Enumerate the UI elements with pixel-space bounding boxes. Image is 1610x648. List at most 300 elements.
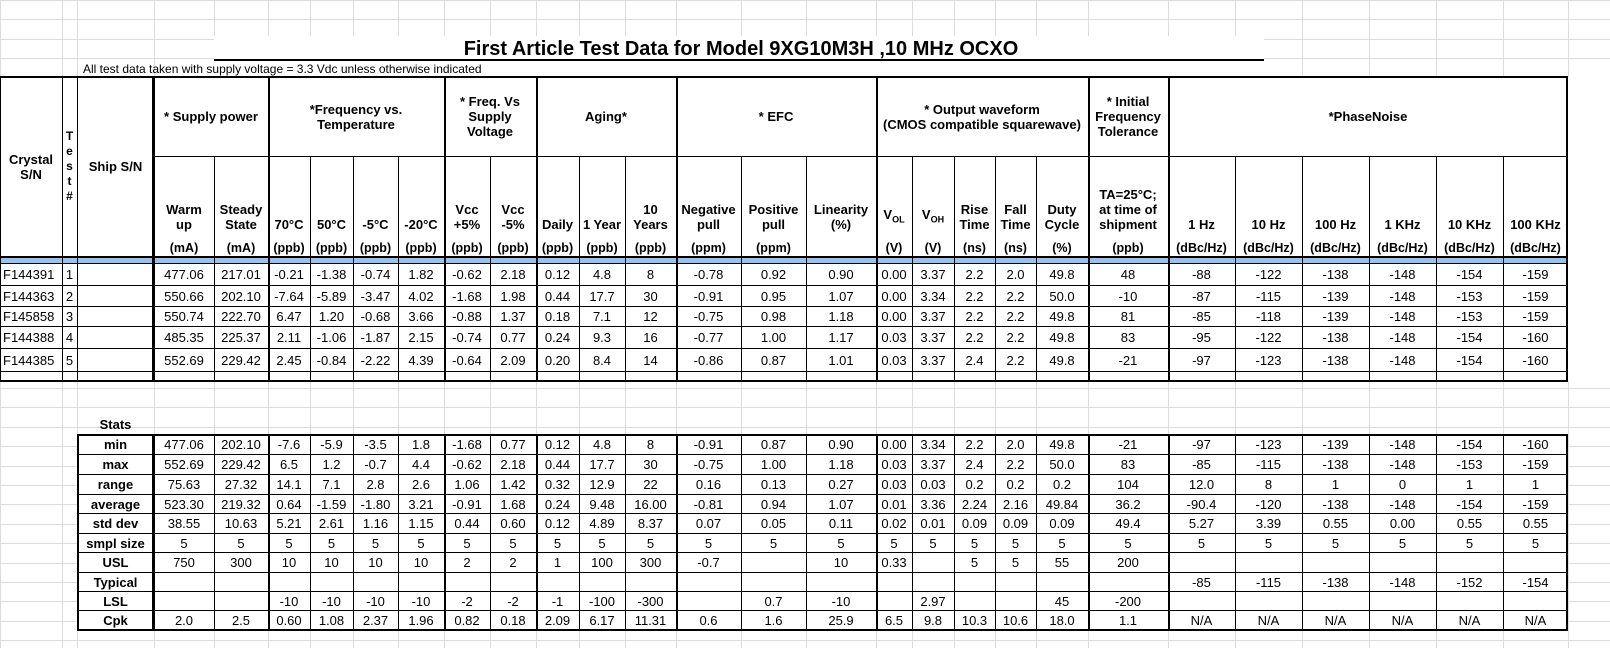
table-cell: 217.01 xyxy=(221,267,261,282)
table-cell: -0.78 xyxy=(693,267,724,282)
stats-cell xyxy=(995,573,1036,591)
table-cell: -123 xyxy=(1255,352,1282,368)
table-cell: 3.37 xyxy=(920,309,946,324)
table-cell: 0.03 xyxy=(881,352,907,368)
stats-cell: 10 xyxy=(281,555,297,570)
column-header: 1 Year xyxy=(582,217,622,232)
group-header: *PhaseNoise xyxy=(1328,109,1408,124)
grid-line xyxy=(579,434,580,631)
stats-cell: 3.39 xyxy=(1255,516,1282,531)
table-cell: 2.2 xyxy=(965,267,984,282)
stats-cell: 0.55 xyxy=(1456,516,1483,531)
stats-cell: 22 xyxy=(643,477,658,492)
table-cell: 550.66 xyxy=(164,288,204,304)
stats-cell: 0.13 xyxy=(760,477,787,492)
stats-cell: 5 xyxy=(890,535,898,551)
stats-cell: 5 xyxy=(837,535,845,551)
column-unit: (dBc/Hz) xyxy=(1176,240,1227,255)
grid-line xyxy=(310,434,311,631)
group-header: * Initial Frequency Tolerance xyxy=(1095,94,1161,139)
stats-cell: 2.6 xyxy=(411,477,431,492)
column-unit: (dBc/Hz) xyxy=(1243,240,1294,255)
column-header: 1 Hz xyxy=(1188,217,1215,232)
table-cell: 477.06 xyxy=(164,267,204,282)
stats-cell: 5 xyxy=(1124,535,1132,551)
test-number: 3 xyxy=(65,309,74,324)
stats-cell: 1.6 xyxy=(764,613,783,628)
stats-cell: 5 xyxy=(180,535,188,551)
stats-cell: -138 xyxy=(1322,457,1349,472)
stats-cell: 5 xyxy=(371,535,380,551)
column-unit: (ns) xyxy=(1004,240,1027,255)
grid-line xyxy=(154,156,1568,157)
crystal-sn: F145858 xyxy=(3,309,55,324)
stats-cell: 6.5 xyxy=(884,613,904,628)
table-cell: 49.8 xyxy=(1049,330,1075,345)
stats-cell: -10 xyxy=(411,593,431,609)
stats-cell: 16.00 xyxy=(634,496,667,512)
stats-cell: 3.34 xyxy=(920,437,946,452)
column-header: Warm up xyxy=(166,202,202,232)
stats-cell: -0.91 xyxy=(693,437,724,452)
grid-line xyxy=(1302,434,1303,631)
ship-sn xyxy=(77,286,154,306)
table-cell: -7.64 xyxy=(274,288,304,304)
stats-cell xyxy=(1235,553,1302,572)
table-cell: -1.68 xyxy=(452,288,482,304)
crystal-sn: F144385 xyxy=(3,352,55,368)
stats-cell: 0.00 xyxy=(881,437,907,452)
table-cell: -0.75 xyxy=(693,309,724,324)
column-unit: (mA) xyxy=(226,240,256,255)
stats-cell: 0.16 xyxy=(695,477,722,492)
stats-cell: -200 xyxy=(1114,593,1142,609)
stats-row-label: average xyxy=(90,496,141,512)
stats-cell: 0.6 xyxy=(699,613,718,628)
grid-line xyxy=(77,629,1568,631)
sheet-subtitle: All test data taken with supply voltage = 3.3 Vdc unless otherwise indicated xyxy=(83,62,482,76)
stats-cell: -10 xyxy=(366,593,385,609)
table-cell: -95 xyxy=(1192,330,1211,345)
table-cell: -10 xyxy=(1118,288,1138,304)
table-cell: -0.84 xyxy=(316,352,347,368)
stats-cell: 5 xyxy=(237,535,245,551)
table-cell: 48 xyxy=(1120,267,1136,282)
stats-cell: 2.4 xyxy=(965,457,984,472)
stats-cell: 5 xyxy=(646,535,655,551)
stats-cell: 27.32 xyxy=(224,477,258,492)
grid-line xyxy=(1168,434,1170,631)
crystal-sn: F144391 xyxy=(3,267,55,282)
table-cell: 0.00 xyxy=(881,267,907,282)
table-cell: 0.24 xyxy=(544,330,571,345)
stats-cell xyxy=(954,592,995,610)
stats-cell: -148 xyxy=(1389,437,1416,452)
table-cell: -160 xyxy=(1522,330,1549,345)
stats-cell: -159 xyxy=(1522,496,1549,512)
stats-cell xyxy=(268,573,310,591)
stats-cell: 5 xyxy=(1058,535,1066,551)
grid-line xyxy=(0,427,1610,428)
table-cell: 3.66 xyxy=(408,309,434,324)
stats-cell: 1.16 xyxy=(362,516,389,531)
group-header: * EFC xyxy=(758,109,794,124)
stats-cell: N/A xyxy=(1391,613,1414,628)
table-cell: -0.64 xyxy=(452,352,482,368)
stats-cell: 1.2 xyxy=(322,457,341,472)
table-cell: 12 xyxy=(643,309,658,324)
table-cell: -159 xyxy=(1522,288,1549,304)
table-cell: 2.09 xyxy=(500,352,526,368)
grid-line xyxy=(1436,434,1437,631)
column-unit xyxy=(806,238,876,258)
stats-cell: 1 xyxy=(553,555,562,570)
table-cell: -0.68 xyxy=(360,309,391,324)
stats-cell: 5 xyxy=(1011,535,1020,551)
grid-line xyxy=(1036,434,1037,631)
grid-line xyxy=(995,434,996,631)
stats-cell: -97 xyxy=(1192,437,1211,452)
stats-title: Stats xyxy=(99,417,132,432)
stats-cell: 0.90 xyxy=(828,437,854,452)
column-unit: (ppb) xyxy=(541,240,574,255)
table-cell: -0.74 xyxy=(360,267,391,282)
stats-cell: -85 xyxy=(1192,574,1211,590)
table-cell: 1.37 xyxy=(500,309,526,324)
column-header: TA=25°C; at time of shipment xyxy=(1099,187,1157,232)
stats-cell: 5 xyxy=(285,535,293,551)
table-cell: 0.12 xyxy=(544,267,571,282)
stats-cell: 75.63 xyxy=(167,477,201,492)
table-cell: -3.47 xyxy=(360,288,391,304)
stats-cell: 552.69 xyxy=(164,457,204,472)
grid-line xyxy=(268,434,270,631)
grid-line xyxy=(1503,434,1504,631)
stats-cell: 1.00 xyxy=(760,457,787,472)
stats-cell: 0.44 xyxy=(454,516,480,531)
ship-sn-header: Ship S/N xyxy=(88,159,143,174)
stats-cell: 0.24 xyxy=(544,496,571,512)
column-unit: (ns) xyxy=(963,240,986,255)
stats-cell: 0.82 xyxy=(454,613,480,628)
table-cell: 202.10 xyxy=(221,288,261,304)
stats-cell: 0.01 xyxy=(920,516,946,531)
stats-cell: 0.18 xyxy=(500,613,526,628)
column-unit: (dBc/Hz) xyxy=(1510,240,1561,255)
stats-cell: -148 xyxy=(1389,574,1416,590)
stats-cell: 0.2 xyxy=(1006,477,1025,492)
ship-sn xyxy=(77,327,154,348)
stats-cell: 2.0 xyxy=(1006,437,1025,452)
stats-cell: -115 xyxy=(1255,574,1282,590)
stats-cell: -1 xyxy=(551,593,564,609)
stats-cell: 0.2 xyxy=(1052,477,1072,492)
table-cell: 0.95 xyxy=(760,288,787,304)
stats-cell: 10 xyxy=(413,555,429,570)
table-cell: 1.01 xyxy=(828,352,854,368)
stats-cell: 1.06 xyxy=(454,477,480,492)
table-cell: 6.47 xyxy=(276,309,302,324)
stats-cell: 0.09 xyxy=(1049,516,1075,531)
table-cell: 485.35 xyxy=(164,330,204,345)
column-unit: (mA) xyxy=(169,240,199,255)
table-cell: 7.1 xyxy=(592,309,612,324)
column-unit: (%) xyxy=(1052,240,1072,255)
stats-cell xyxy=(444,573,490,591)
stats-cell: 5 xyxy=(598,535,606,551)
stats-cell: N/A xyxy=(1324,613,1347,628)
stats-cell: 523.30 xyxy=(164,496,204,512)
column-header: Negative pull xyxy=(681,202,736,232)
table-cell: 0.20 xyxy=(544,352,571,368)
stats-cell: 1.08 xyxy=(318,613,345,628)
table-cell: 0.18 xyxy=(544,309,571,324)
grid-line xyxy=(676,434,678,631)
stats-cell: 0.12 xyxy=(544,516,571,531)
stats-row-label: std dev xyxy=(92,516,139,531)
stats-cell: 5 xyxy=(1531,535,1540,551)
test-number: 1 xyxy=(65,267,74,282)
stats-cell xyxy=(1168,592,1235,610)
stats-cell xyxy=(398,573,444,591)
stats-cell: -1.59 xyxy=(316,496,347,512)
stats-cell: 0 xyxy=(1398,477,1407,492)
stats-cell: 1.96 xyxy=(408,613,434,628)
stats-cell: N/A xyxy=(1458,613,1481,628)
table-cell: 3.37 xyxy=(920,267,946,282)
stats-cell: 1 xyxy=(1465,477,1474,492)
table-cell: -5.89 xyxy=(316,288,347,304)
stats-row-label: Typical xyxy=(93,574,138,590)
stats-row-label: smpl size xyxy=(86,535,145,551)
table-cell: -115 xyxy=(1255,288,1282,304)
stats-cell: 5 xyxy=(1011,555,1020,570)
stats-cell: 4.89 xyxy=(589,516,615,531)
column-header: Fall Time xyxy=(1000,202,1031,232)
column-unit: (ppb) xyxy=(634,240,667,255)
column-header: Duty Cycle xyxy=(1044,202,1080,232)
stats-cell: 0.87 xyxy=(760,437,787,452)
stats-cell xyxy=(1369,592,1436,610)
grid-line xyxy=(490,434,491,631)
stats-cell: 229.42 xyxy=(221,457,261,472)
stats-cell: 10 xyxy=(833,555,849,570)
stats-cell: 5 xyxy=(769,535,778,551)
table-cell: -138 xyxy=(1322,352,1349,368)
stats-cell: -0.91 xyxy=(452,496,482,512)
grid-line xyxy=(1369,434,1370,631)
table-cell: -148 xyxy=(1389,352,1416,368)
table-cell: 1.17 xyxy=(828,330,854,345)
stats-cell: -10 xyxy=(322,593,341,609)
table-cell: -21 xyxy=(1118,352,1138,368)
stats-cell: 0.64 xyxy=(276,496,302,512)
stats-cell: 3.36 xyxy=(920,496,946,512)
stats-cell: 0.44 xyxy=(544,457,571,472)
test-number: 5 xyxy=(65,352,74,368)
stats-cell: 3.37 xyxy=(920,457,946,472)
stats-cell: -2 xyxy=(507,593,519,609)
stats-cell xyxy=(1369,553,1436,572)
table-cell: 0.92 xyxy=(760,267,787,282)
stats-cell xyxy=(741,553,806,572)
stats-cell: -154 xyxy=(1456,496,1483,512)
table-cell: 17.7 xyxy=(589,288,615,304)
stats-cell: 2.61 xyxy=(318,516,345,531)
stats-cell: 83 xyxy=(1120,457,1136,472)
stats-cell: -0.62 xyxy=(452,457,482,472)
stats-cell: 5 xyxy=(970,535,979,551)
table-cell: -2.22 xyxy=(360,352,391,368)
stats-cell: 2.24 xyxy=(961,496,988,512)
column-unit: (ppm) xyxy=(756,240,791,255)
column-unit: (ppm) xyxy=(691,240,726,255)
table-cell: 1.18 xyxy=(828,309,854,324)
table-cell: 222.70 xyxy=(221,309,261,324)
table-cell: -0.21 xyxy=(274,267,304,282)
stats-cell: N/A xyxy=(1524,613,1547,628)
stats-cell xyxy=(214,573,268,591)
stats-cell: 5.21 xyxy=(276,516,302,531)
stats-cell: 5 xyxy=(463,535,471,551)
stats-cell: 2.18 xyxy=(500,457,526,472)
column-unit: (ppb) xyxy=(315,240,348,255)
stats-cell: -139 xyxy=(1322,437,1349,452)
stats-cell xyxy=(1436,553,1503,572)
grid-line xyxy=(1235,434,1236,631)
stats-cell: 0.55 xyxy=(1322,516,1349,531)
table-cell: -1.87 xyxy=(360,330,391,345)
stats-cell: 5 xyxy=(704,535,713,551)
table-cell: 2.2 xyxy=(965,309,984,324)
stats-cell: 300 xyxy=(639,555,662,570)
stats-cell: 0.09 xyxy=(961,516,988,531)
table-cell: 0.90 xyxy=(828,267,854,282)
stats-cell: 2.2 xyxy=(965,437,984,452)
group-header: * Supply power xyxy=(164,109,258,124)
stats-row-label: Cpk xyxy=(103,613,128,628)
stats-cell: 0.07 xyxy=(695,516,722,531)
table-cell: 16 xyxy=(643,330,658,345)
table-cell: -154 xyxy=(1456,352,1483,368)
table-cell: -160 xyxy=(1522,352,1549,368)
stats-cell: 2.09 xyxy=(544,613,571,628)
stats-cell: -152 xyxy=(1456,574,1483,590)
stats-cell: 219.32 xyxy=(221,496,261,512)
stats-cell xyxy=(154,573,214,591)
column-unit: (ppb) xyxy=(359,240,392,255)
table-cell: 0.98 xyxy=(760,309,787,324)
stats-cell: 2.2 xyxy=(1006,457,1025,472)
table-cell: 8 xyxy=(646,267,655,282)
table-cell: 2.45 xyxy=(276,352,302,368)
stats-cell: 1.15 xyxy=(408,516,434,531)
stats-cell: 300 xyxy=(230,555,252,570)
table-cell: 2.2 xyxy=(1006,352,1025,368)
stats-cell: 0.60 xyxy=(276,613,302,628)
stats-cell: 750 xyxy=(173,555,195,570)
stats-cell: 3.21 xyxy=(408,496,434,512)
stats-cell: 5 xyxy=(553,535,562,551)
table-cell: 0.44 xyxy=(544,288,571,304)
grid-line xyxy=(806,434,807,631)
stats-cell xyxy=(1436,592,1503,610)
stats-cell: 49.84 xyxy=(1045,496,1079,512)
stats-cell: -1.80 xyxy=(360,496,391,512)
stats-cell: -0.75 xyxy=(693,457,724,472)
stats-cell: -160 xyxy=(1522,437,1549,452)
table-cell: -159 xyxy=(1522,267,1549,282)
stats-cell: -21 xyxy=(1118,437,1138,452)
stats-cell: 0.60 xyxy=(500,516,526,531)
table-cell: 0.77 xyxy=(500,330,526,345)
table-cell: -148 xyxy=(1389,309,1416,324)
stats-cell: -120 xyxy=(1255,496,1282,512)
stats-cell: 0.03 xyxy=(881,457,907,472)
table-cell: 8.4 xyxy=(592,352,612,368)
stats-cell: -5.9 xyxy=(320,437,343,452)
column-header: Daily xyxy=(541,217,574,232)
column-unit: (dBc/Hz) xyxy=(1310,240,1361,255)
stats-cell: 9.8 xyxy=(923,613,943,628)
table-cell: 2.2 xyxy=(965,288,984,304)
column-header: 100 KHz xyxy=(1510,217,1561,232)
stats-cell: 12.0 xyxy=(1188,477,1215,492)
ship-sn xyxy=(77,307,154,326)
stats-cell: 8 xyxy=(646,437,655,452)
stats-cell: 0.27 xyxy=(828,477,854,492)
stats-cell: 8 xyxy=(1264,477,1273,492)
stats-cell xyxy=(1302,553,1369,572)
table-cell: -87 xyxy=(1192,288,1211,304)
group-header: *Frequency vs. Temperature xyxy=(309,101,403,132)
stats-cell: 0.00 xyxy=(1389,516,1416,531)
stats-cell: N/A xyxy=(1190,613,1213,628)
table-cell: -0.74 xyxy=(452,330,482,345)
table-cell: 3.34 xyxy=(920,288,946,304)
column-unit: (V) xyxy=(885,240,903,255)
stats-cell: 49.8 xyxy=(1049,437,1075,452)
table-cell: 3.37 xyxy=(920,330,946,345)
stats-cell: 30 xyxy=(643,457,658,472)
table-cell: 50.0 xyxy=(1049,288,1075,304)
grid-line xyxy=(398,434,399,631)
column-header: $V_{OL}$ xyxy=(883,206,905,225)
stats-row-label: min xyxy=(103,437,128,452)
stats-cell xyxy=(1088,573,1168,591)
stats-cell: 202.10 xyxy=(221,437,261,452)
stats-cell xyxy=(1168,553,1235,572)
column-unit: (ppb) xyxy=(451,240,483,255)
stats-cell: 0.32 xyxy=(544,477,571,492)
grid-line xyxy=(0,19,1610,20)
table-cell: 2.0 xyxy=(1006,267,1025,282)
table-cell: 0.03 xyxy=(881,330,907,345)
table-cell: 2.15 xyxy=(408,330,434,345)
table-cell: -0.91 xyxy=(693,288,724,304)
stats-cell xyxy=(912,553,954,572)
grid-line xyxy=(1088,434,1090,631)
stats-cell: 0.55 xyxy=(1522,516,1549,531)
stats-cell: 5 xyxy=(509,535,517,551)
stats-cell xyxy=(1503,553,1568,572)
column-unit: (dBc/Hz) xyxy=(1377,240,1428,255)
stats-cell: -154 xyxy=(1522,574,1549,590)
column-header: 70°C xyxy=(274,217,304,232)
stats-cell: -300 xyxy=(637,593,664,609)
column-header: 10 Years xyxy=(633,202,668,232)
table-cell: -122 xyxy=(1255,267,1282,282)
